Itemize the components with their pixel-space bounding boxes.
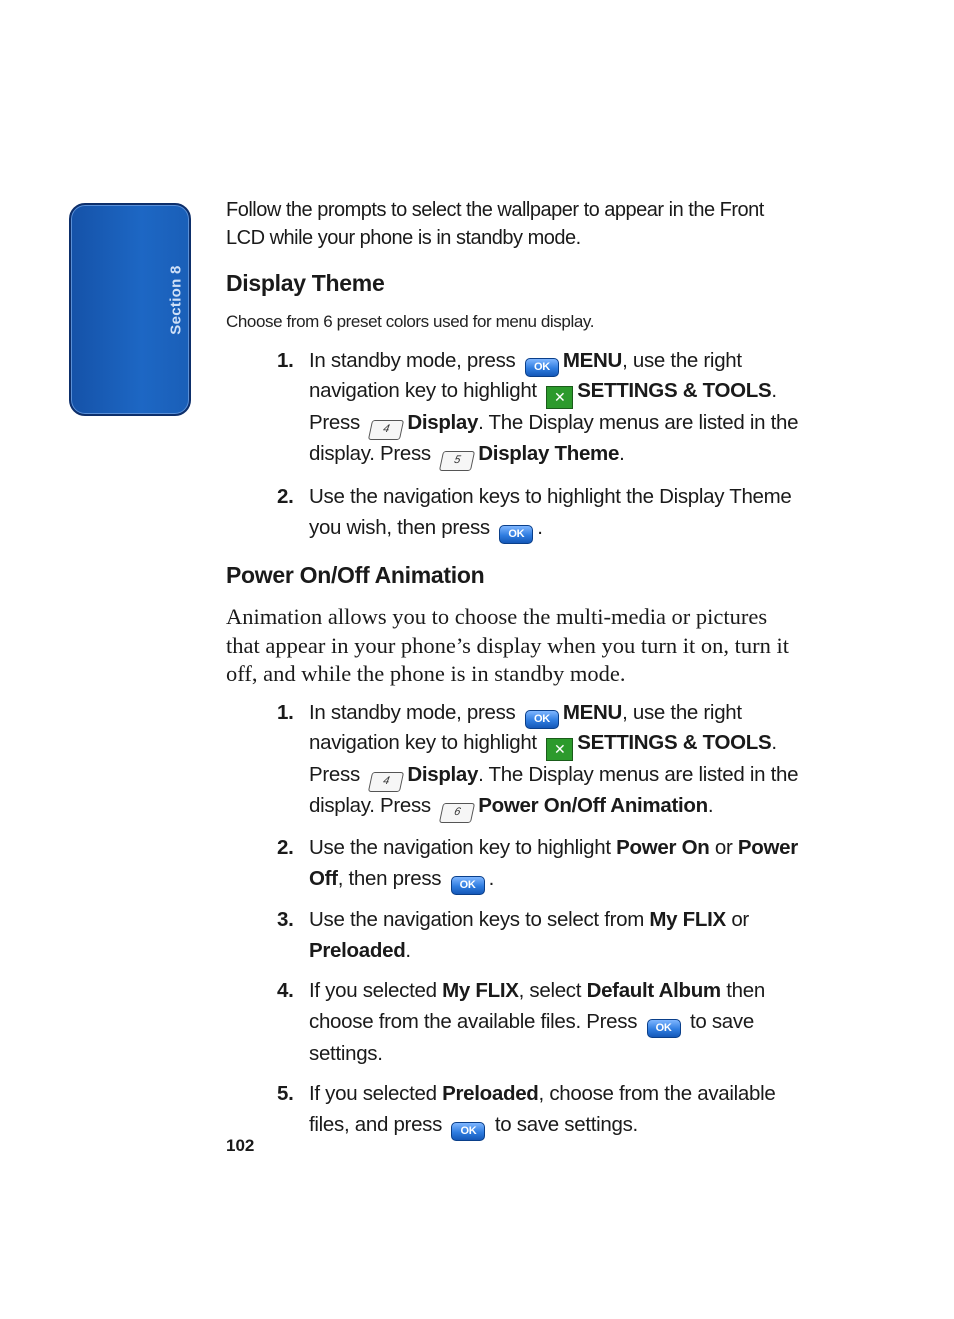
ok-key-icon: OK [451, 1122, 485, 1141]
key-6-icon: 6 [439, 803, 475, 823]
ok-key-icon: OK [525, 358, 559, 377]
list-item: 3. Use the navigation keys to select from My FLIX or Preloaded. [277, 907, 749, 962]
key-4-icon: 4 [368, 420, 404, 440]
power-animation-steps [226, 699, 806, 1141]
display-theme-subtitle: Choose from 6 preset colors used for menu display. [226, 312, 595, 331]
ok-key-icon: OK [647, 1019, 681, 1038]
intro-text: Follow the prompts to select the wallpaper to appear in the Front LCD while your phone is in standby mode. [226, 199, 764, 249]
page-number: 102 [226, 1136, 255, 1155]
list-item: 1. In standby mode, press OK MENU, use the right navigation key to highlight ✕ SETTINGS & TOOLS. Press 4 Display. The Display menus are listed in the display. Press 5 Display Theme. [226, 347, 806, 471]
display-theme-steps [226, 347, 806, 544]
list-item: 4. If you selected My FLIX, select Default Album then choose from the available files. Press OK to save settings. [277, 978, 765, 1065]
settings-tools-icon: ✕ [546, 386, 573, 409]
section-tab-label: Section 8 [167, 265, 185, 335]
power-animation-heading: Power On/Off Animation [226, 562, 485, 588]
ok-key-icon: OK [499, 525, 533, 544]
key-4-icon: 4 [368, 772, 404, 792]
list-item: 5. If you selected Preloaded, choose from the available files, and press OK to save settings. [226, 1078, 806, 1141]
ok-key-icon: OK [451, 876, 485, 895]
power-animation-paragraph: Animation allows you to choose the multi-media or pictures that appear in your phone’s display when you turn it on, turn it off, and while the phone is in standby mode. [226, 604, 790, 686]
list-item: 2. Use the navigation key to highlight Power On or Power Off, then press OK . [226, 832, 806, 895]
page-content [226, 196, 806, 1141]
ok-key-icon: OK [525, 710, 559, 729]
settings-tools-icon: ✕ [546, 738, 573, 761]
list-item: 2. Use the navigation keys to highlight the Display Theme you wish, then press OK . [226, 481, 806, 544]
key-5-icon: 5 [439, 451, 475, 471]
list-item: 1. In standby mode, press OK MENU, use the right navigation key to highlight ✕ SETTINGS & TOOLS. Press 4 Display. The Display menus are listed in the display. Press 6 Power On/Off Animation. [226, 699, 806, 823]
display-theme-heading: Display Theme [226, 270, 385, 296]
